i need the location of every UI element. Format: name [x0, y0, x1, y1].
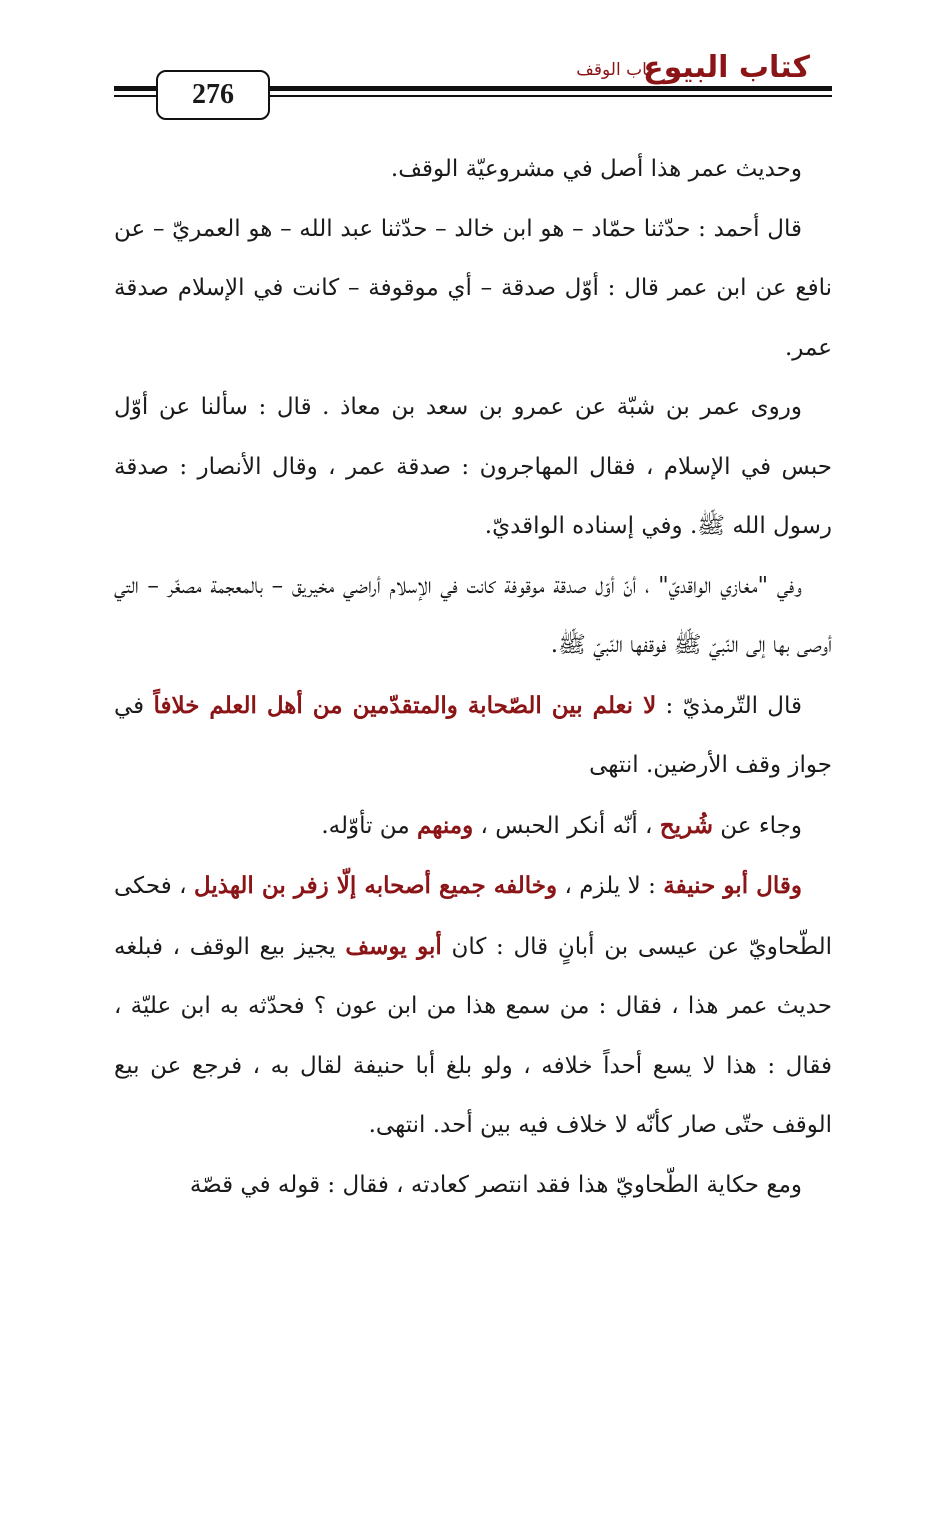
- paragraph-5: [114, 676, 832, 796]
- paragraph-7: [114, 856, 832, 1156]
- text-span: ، أنّه أنكر الحبس ،: [473, 812, 660, 839]
- paragraph-2: قال أحمد : حدّثنا حمّاد – هو ابن خالد – حدّثنا عبد الله – هو العمريّ – عن نافع عن ابن عمر قال : أوّل صدقة – أي موقوفة – كانت في الإسلام صدقة عمر.: [114, 215, 832, 361]
- text-span: : لا يلزم ،: [557, 873, 664, 899]
- book-title: كتاب البيوع: [643, 50, 810, 85]
- paragraph-1: وحديث عمر هذا أصل في مشروعيّة الوقف.: [390, 156, 802, 182]
- text-span: ، فحكى الطّحاويّ عن عيسى بن أبانٍ قال : كان: [114, 873, 832, 960]
- text-span: قال التّرمذيّ :: [656, 692, 802, 719]
- highlighted-phrase: وخالفه جميع أصحابه إلّا زفر بن الهذيل: [193, 872, 558, 899]
- text-span: يجيز بيع الوقف ، فبلغه حديث عمر هذا ، فقال : من سمع هذا من ابن عون ؟ فحدّثه به ابن عليّة ، فقال : هذا لا يسع أحداً خلافه ، ولو بلغ أبا حنيفة لقال به ، فرجع عن بيع الوقف حتّى صار كأنّه لا خلاف فيه بين أحد. انتهى.: [114, 933, 832, 1138]
- text-span: في جواز وقف الأرضين. انتهى: [114, 692, 832, 778]
- highlighted-phrase: لا نعلم بين الصّحابة والمتقدّمين من أهل العلم خلافاً: [153, 691, 657, 719]
- highlighted-name: شُريح: [659, 811, 713, 839]
- paragraph-6: [114, 796, 832, 857]
- chapter-title: باب الوقف: [576, 60, 652, 80]
- page-header: [0, 0, 945, 130]
- paragraph-8: ومع حكاية الطّحاويّ هذا فقد انتصر كعادته ، فقال : قوله في قصّة: [189, 1171, 802, 1198]
- page-body: [114, 140, 832, 1215]
- highlighted-name: أبو يوسف: [345, 932, 442, 960]
- highlighted-phrase: ومنهم: [416, 811, 474, 839]
- paragraph-3: وروى عمر بن شبّة عن عمرو بن سعد بن معاذ . قال : سألنا عن أوّل حبس في الإسلام ، فقال المهاجرون : صدقة عمر ، وقال الأنصار : صدقة رسول الله ﷺ. وفي إسناده الواقديّ.: [114, 394, 832, 539]
- page-number: 276: [156, 70, 270, 120]
- highlighted-phrase: وقال أبو حنيفة: [663, 872, 802, 899]
- paragraph-4: وفي "مغازي الواقديّ" ، أنّ أوّل صدقة موقوفة كانت في الإسلام أراضي مخيريق – بالمعجمة مصغّر – التي أوصى بها إلى النّبيّ ﷺ فوقفها النّبيّ ﷺ.: [114, 572, 832, 658]
- text-span: من تأوّله.: [321, 812, 417, 839]
- text-span: وجاء عن: [712, 812, 802, 839]
